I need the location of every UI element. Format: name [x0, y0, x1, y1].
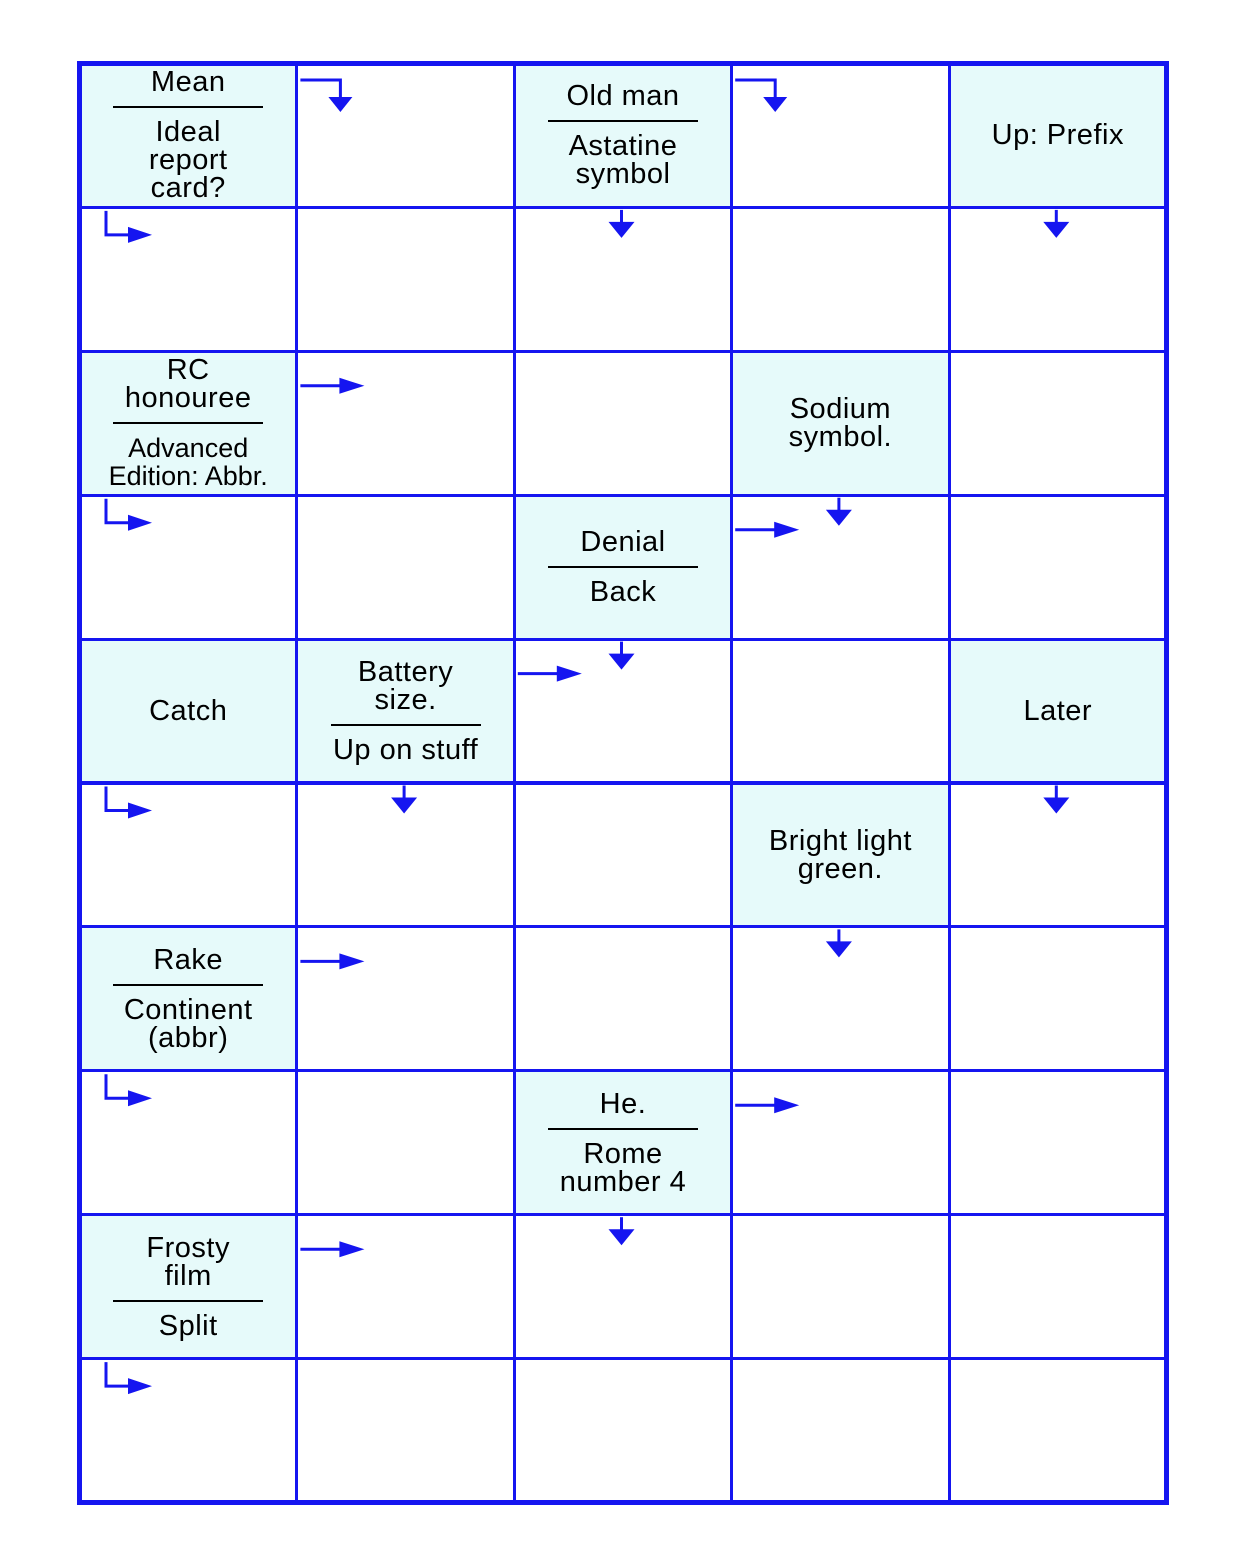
clue-text: Old man: [566, 80, 680, 113]
answer-cell[interactable]: [730, 638, 950, 785]
clue-divider: [548, 566, 698, 568]
answer-cell[interactable]: [730, 62, 950, 209]
answer-cell[interactable]: [730, 494, 950, 641]
clue-text: Astatine symbol: [568, 130, 678, 191]
clue-text: Sodium symbol.: [788, 393, 893, 454]
clue-content: [951, 641, 1165, 782]
answer-cell[interactable]: [295, 1357, 515, 1504]
answer-cell[interactable]: [295, 62, 515, 209]
answer-cell[interactable]: [948, 782, 1168, 929]
answer-cell[interactable]: [513, 1213, 733, 1360]
clue-content: [733, 785, 947, 926]
answer-cell[interactable]: [78, 1357, 298, 1504]
answer-cell[interactable]: [513, 206, 733, 353]
clue-content: [516, 1072, 730, 1213]
clue-cell: [730, 782, 950, 929]
clue-divider: [331, 724, 481, 726]
clue-text: Catch: [149, 695, 228, 728]
clue-text: Rome number 4: [559, 1137, 687, 1198]
answer-cell[interactable]: [730, 1213, 950, 1360]
answer-cell[interactable]: [730, 925, 950, 1072]
clue-content: [81, 1216, 295, 1357]
clue-text: Rake: [153, 943, 224, 976]
clue-text: Split: [158, 1309, 218, 1342]
answer-cell[interactable]: [948, 494, 1168, 641]
answer-cell[interactable]: [948, 925, 1168, 1072]
clue-text: Back: [589, 576, 657, 609]
answer-cell[interactable]: [513, 350, 733, 497]
clue-cell: [513, 1069, 733, 1216]
answer-cell[interactable]: [948, 1357, 1168, 1504]
answer-cell[interactable]: [295, 494, 515, 641]
clue-cell: [513, 62, 733, 209]
clue-content: [81, 928, 295, 1069]
clue-content: [516, 497, 730, 638]
clue-text: He.: [599, 1087, 647, 1120]
answer-cell[interactable]: [78, 206, 298, 353]
clue-cell: [78, 925, 298, 1072]
clue-cell: [948, 62, 1168, 209]
clue-divider: [113, 106, 263, 108]
answer-cell[interactable]: [295, 206, 515, 353]
clue-content: [951, 65, 1165, 206]
answer-cell[interactable]: [948, 1069, 1168, 1216]
answer-cell[interactable]: [948, 206, 1168, 353]
answer-cell[interactable]: [295, 1213, 515, 1360]
answer-cell[interactable]: [730, 206, 950, 353]
clue-text: Bright light green.: [768, 824, 912, 885]
clue-text: RC honouree: [124, 354, 252, 415]
answer-cell[interactable]: [948, 350, 1168, 497]
clue-divider: [113, 422, 263, 424]
answer-cell[interactable]: [513, 925, 733, 1072]
clue-content: [81, 353, 295, 494]
answer-cell[interactable]: [730, 1357, 950, 1504]
answer-cell[interactable]: [295, 925, 515, 1072]
answer-cell[interactable]: [295, 782, 515, 929]
clue-text: Mean: [150, 66, 226, 99]
clue-text: Advanced Edition: Abbr.: [108, 433, 268, 492]
clue-cell: [78, 350, 298, 497]
clue-content: [81, 65, 295, 206]
answer-cell[interactable]: [513, 1357, 733, 1504]
clue-content: [733, 353, 947, 494]
clue-text: Frosty film: [146, 1231, 230, 1292]
answer-cell[interactable]: [513, 782, 733, 929]
clue-text: Continent (abbr): [123, 993, 253, 1054]
answer-cell[interactable]: [78, 782, 298, 929]
clue-cell: [948, 638, 1168, 785]
clue-cell: [78, 638, 298, 785]
answer-cell[interactable]: [295, 350, 515, 497]
clue-divider: [548, 1128, 698, 1130]
clue-text: Denial: [580, 526, 666, 559]
clue-cell: [78, 1213, 298, 1360]
answer-cell[interactable]: [513, 638, 733, 785]
answer-cell[interactable]: [948, 1213, 1168, 1360]
clue-divider: [113, 1300, 263, 1302]
clue-text: Later: [1023, 695, 1093, 728]
clue-divider: [113, 984, 263, 986]
answer-cell[interactable]: [295, 1069, 515, 1216]
clue-divider: [548, 120, 698, 122]
clue-content: [516, 65, 730, 206]
answer-cell[interactable]: [730, 1069, 950, 1216]
clue-content: [81, 641, 295, 782]
clue-text: Up: Prefix: [991, 119, 1124, 152]
clue-text: Ideal report card?: [148, 116, 228, 205]
answer-cell[interactable]: [78, 1069, 298, 1216]
clue-content: [298, 641, 512, 782]
answer-cell[interactable]: [78, 494, 298, 641]
clue-cell: [730, 350, 950, 497]
clue-cell: [513, 494, 733, 641]
clue-cell: [295, 638, 515, 785]
clue-text: Up on stuff: [332, 734, 479, 767]
clue-text: Battery size.: [357, 656, 454, 717]
clue-cell: [78, 62, 298, 209]
